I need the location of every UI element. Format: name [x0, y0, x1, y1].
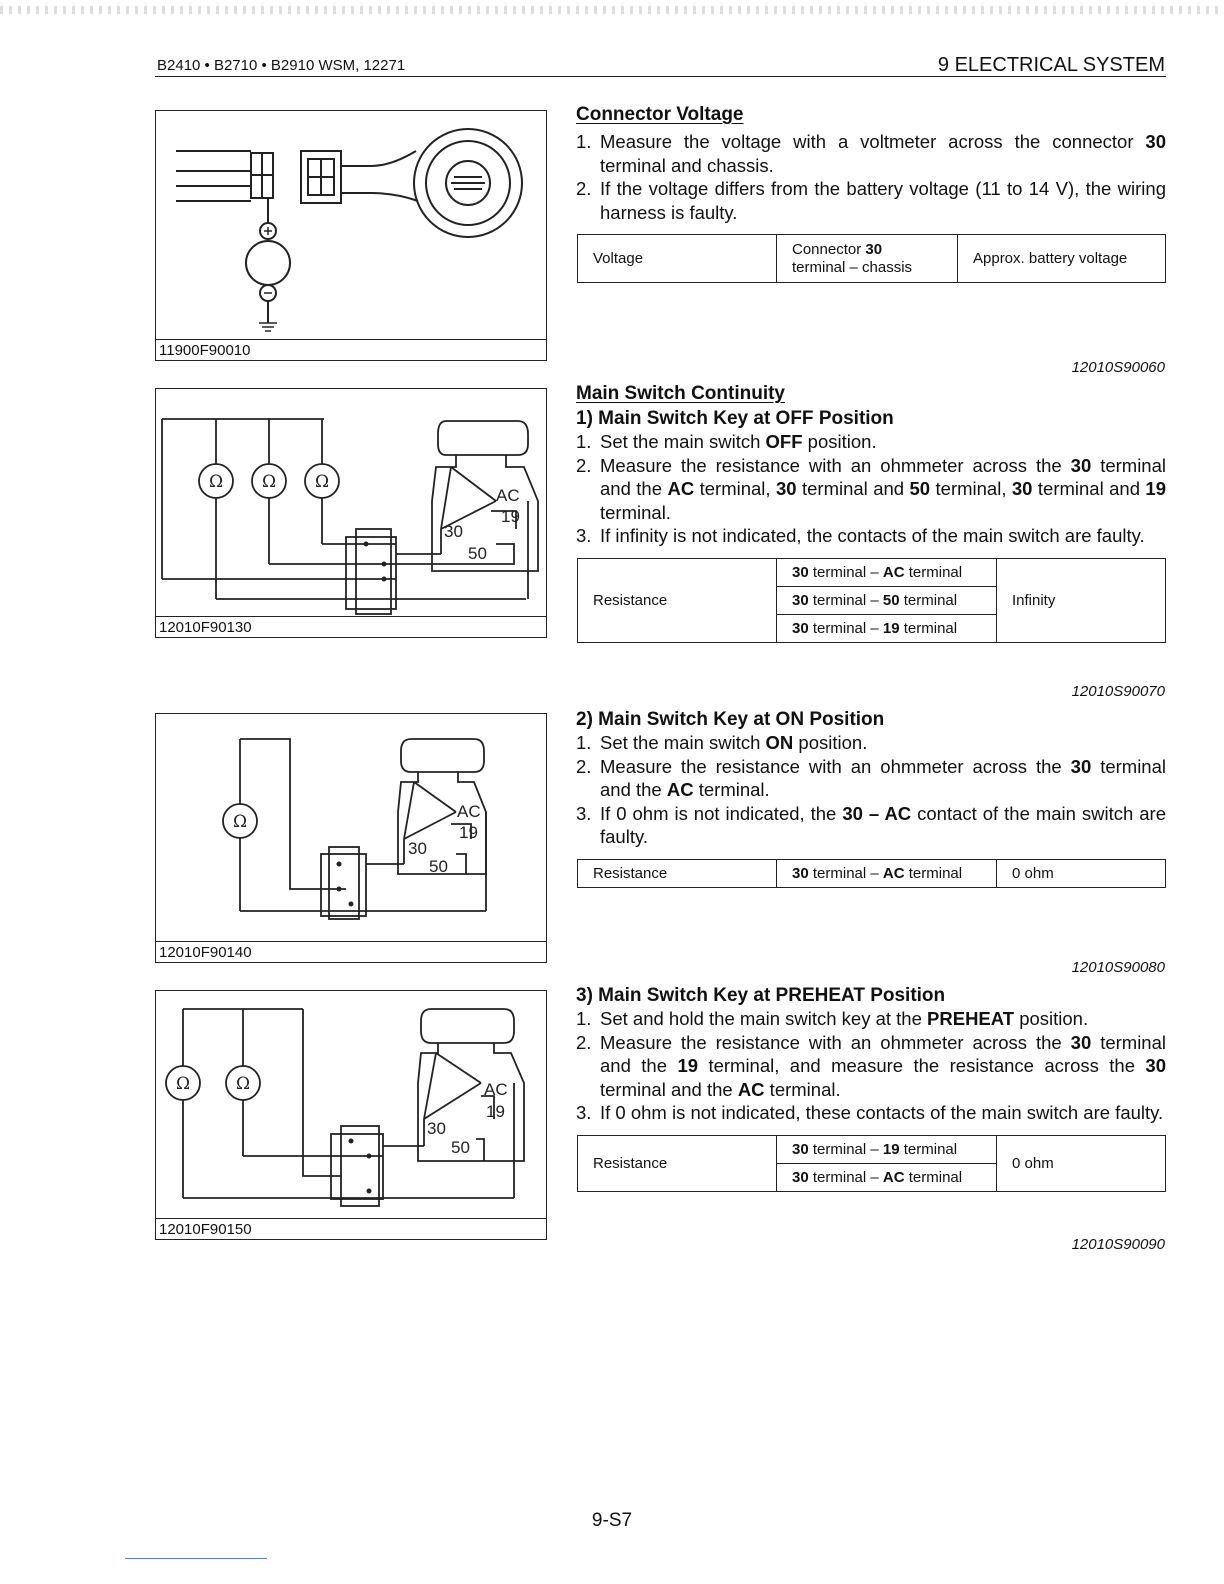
terminal-19-label: 19 — [459, 823, 478, 842]
table-cell: 0 ohm — [997, 859, 1166, 887]
resistance-on-table — [577, 859, 1166, 888]
section-title: Connector Voltage — [576, 104, 744, 125]
terminal-30-label: 30 — [427, 1119, 446, 1138]
main-switch-off-diagram — [156, 389, 546, 637]
table-cell: Connector 30 terminal – chassis — [777, 235, 958, 283]
table-cell: Voltage — [578, 235, 777, 283]
list-item: 2. Measure the resistance with an ohmmeter across the 30 terminal and the AC terminal, 30 terminal and 50 terminal, 30 terminal and 19 terminal. — [576, 454, 1166, 523]
page-number: 9-S7 — [591, 1510, 633, 1531]
reference-code: 12010S90060 — [1071, 359, 1165, 376]
table-cell: Resistance — [578, 1135, 777, 1191]
list-item: 1. Set and hold the main switch key at the PREHEAT position. — [576, 1008, 1089, 1029]
table-cell: 0 ohm — [997, 1135, 1166, 1191]
resistance-off-table — [577, 558, 1166, 643]
connector-voltage-section — [576, 104, 1166, 283]
main-switch-preheat-diagram — [156, 991, 546, 1239]
figure-code: 12010F90150 — [159, 1221, 252, 1238]
list-item: 2. If the voltage differs from the battery voltage (11 to 14 V), the wiring harness is faulty. — [576, 178, 1166, 223]
list-item: 3. If 0 ohm is not indicated, these contacts of the main switch are faulty. — [576, 1102, 1164, 1123]
ohmmeter-symbol: Ω — [314, 472, 330, 492]
table-cell: 30 terminal – AC terminal — [777, 859, 997, 887]
terminal-30-label: 30 — [408, 839, 427, 858]
main-switch-preheat-section — [576, 985, 1166, 1192]
header-models: B2410 • B2710 • B2910 WSM, 12271 — [157, 57, 406, 74]
table-cell: 30 terminal – AC terminal — [777, 558, 997, 586]
scan-artifact-line — [0, 6, 1224, 14]
main-switch-on-diagram — [156, 714, 546, 962]
ohmmeter-symbol: Ω — [208, 472, 224, 492]
list-item: 3. If 0 ohm is not indicated, the 30 – AC contact of the main switch are faulty. — [576, 802, 1167, 847]
table-cell: Infinity — [997, 558, 1166, 642]
figure-main-switch-off — [155, 388, 547, 638]
terminal-30-label: 30 — [444, 522, 463, 541]
ohmmeter-symbol: Ω — [235, 1074, 251, 1094]
ohmmeter-symbol: Ω — [175, 1074, 191, 1094]
terminal-50-label: 50 — [429, 857, 448, 876]
figure-code: 11900F90010 — [159, 342, 251, 359]
connector-voltage-diagram — [156, 111, 546, 361]
table-cell: 30 terminal – 19 terminal — [777, 1135, 997, 1163]
list-item: 2. Measure the resistance with an ohmmeter across the 30 terminal and the AC terminal. — [576, 755, 1166, 800]
figure-code: 12010F90130 — [159, 619, 252, 636]
footer-link-line — [125, 1558, 267, 1559]
terminal-50-label: 50 — [451, 1138, 470, 1157]
figure-connector-voltage — [155, 110, 547, 361]
terminal-19-label: 19 — [501, 507, 520, 526]
header-rule — [155, 76, 1166, 77]
ohmmeter-symbol: Ω — [261, 472, 277, 492]
reference-code: 12010S90080 — [1071, 959, 1165, 976]
terminal-19-label: 19 — [486, 1102, 505, 1121]
header-section-title: 9 ELECTRICAL SYSTEM — [937, 54, 1165, 76]
section-title: Main Switch Continuity — [576, 383, 785, 404]
subsection-heading: 3) Main Switch Key at PREHEAT Position — [576, 985, 946, 1006]
voltage-spec-table — [577, 234, 1166, 283]
figure-caption-rule — [156, 616, 546, 617]
list-item: 3. If infinity is not indicated, the contacts of the main switch are faulty. — [576, 525, 1145, 546]
subsection-heading: 2) Main Switch Key at ON Position — [576, 709, 885, 730]
list-item: 1. Set the main switch OFF position. — [576, 431, 877, 452]
reference-code: 12010S90090 — [1071, 1236, 1165, 1253]
list-item: 2. Measure the resistance with an ohmmeter across the 30 terminal and the 19 terminal, and measure the resistance across the 30 terminal and the AC terminal. — [576, 1031, 1166, 1100]
table-cell: Resistance — [578, 558, 777, 642]
resistance-preheat-table — [577, 1135, 1166, 1192]
figure-caption-rule — [156, 1218, 546, 1219]
reference-code: 12010S90070 — [1071, 683, 1165, 700]
figure-code: 12010F90140 — [159, 944, 252, 961]
figure-caption-rule — [156, 941, 546, 942]
figure-main-switch-preheat — [155, 990, 547, 1240]
terminal-ac-label: AC — [484, 1080, 508, 1099]
terminal-ac-label: AC — [457, 802, 481, 821]
terminal-ac-label: AC — [496, 486, 520, 505]
table-cell: 30 terminal – 19 terminal — [777, 614, 997, 642]
terminal-50-label: 50 — [468, 544, 487, 563]
subsection-heading: 1) Main Switch Key at OFF Position — [576, 408, 894, 429]
figure-caption-rule — [156, 339, 546, 340]
figure-main-switch-on — [155, 713, 547, 963]
table-cell: 30 terminal – AC terminal — [777, 1163, 997, 1191]
table-cell: Approx. battery voltage — [958, 235, 1166, 283]
main-switch-off-section — [576, 383, 1166, 643]
list-item: 1. Measure the voltage with a voltmeter across the connector 30 terminal and chassis. — [576, 131, 1166, 176]
table-cell: Resistance — [578, 859, 777, 887]
ohmmeter-symbol: Ω — [232, 812, 248, 832]
table-cell: 30 terminal – 50 terminal — [777, 586, 997, 614]
main-switch-on-section — [576, 709, 1166, 888]
list-item: 1. Set the main switch ON position. — [576, 732, 868, 753]
